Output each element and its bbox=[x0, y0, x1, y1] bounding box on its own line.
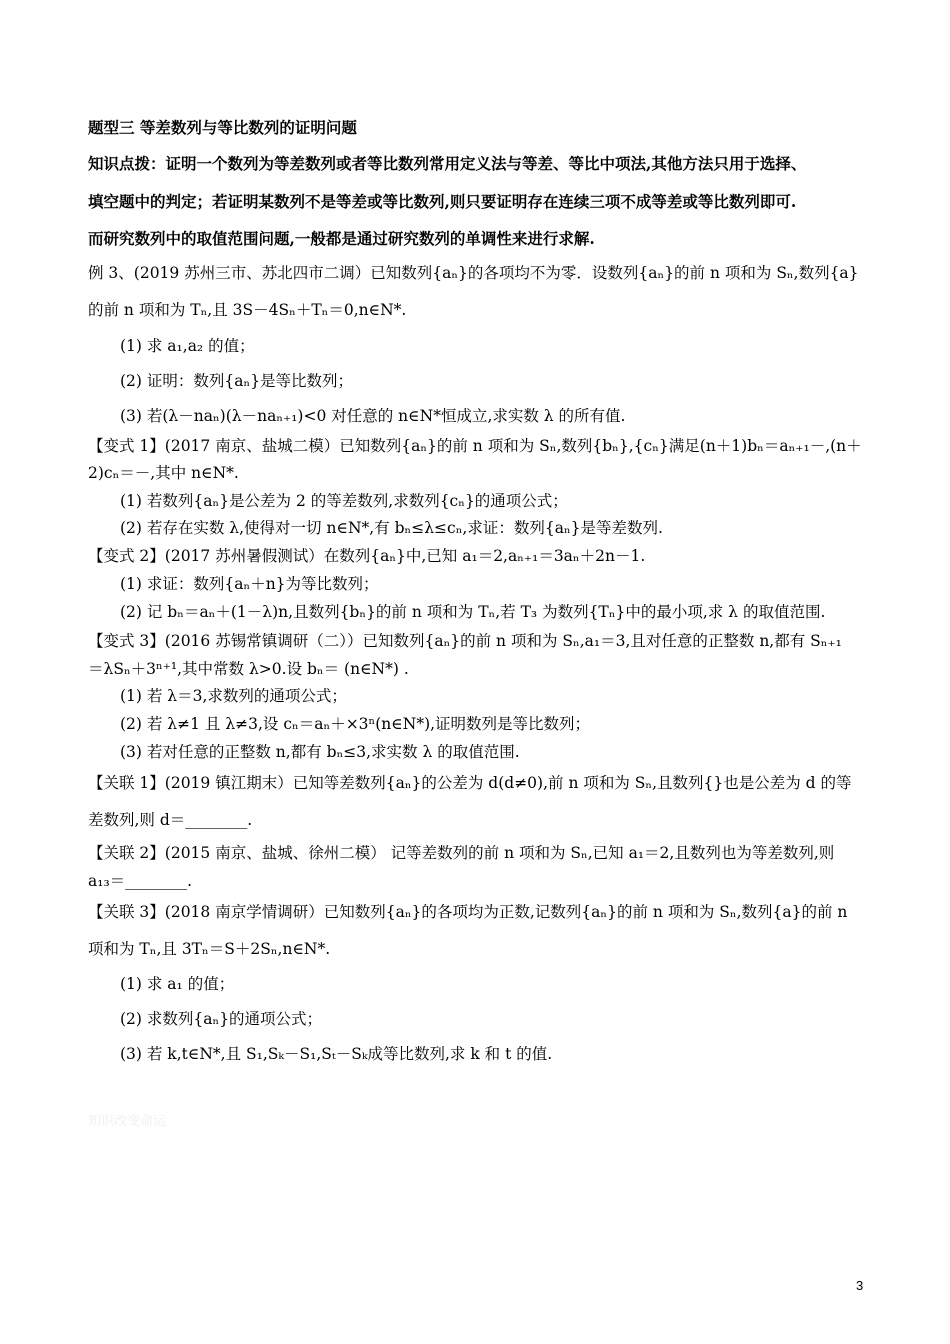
tip-line: 而研究数列中的取值范围问题,一般都是通过研究数列的单调性来进行求解. bbox=[88, 229, 595, 248]
question-item: (1) 若数列{aₙ}是公差为 2 的等差数列,求数列{cₙ}的通项公式； bbox=[120, 492, 568, 510]
example-line: 例 3、(2019 苏州三市、苏北四市二调）已知数列{aₙ}的各项均不为零．设数列{aₙ}的前 n 项和为 Sₙ,数列{a} bbox=[88, 264, 859, 282]
question-item: (1) 求证：数列{aₙ＋n}为等比数列； bbox=[120, 575, 379, 593]
question-item: (1) 求 a₁ 的值； bbox=[120, 975, 235, 993]
question-item: (2) 若 λ≠1 且 λ≠3,设 cₙ＝aₙ＋×3ⁿ(n∈N*),证明数列是等比数列； bbox=[120, 715, 591, 733]
section-title: 题型三 等差数列与等比数列的证明问题 bbox=[88, 118, 357, 137]
question-item: (1) 若 λ＝3,求数列的通项公式； bbox=[120, 687, 347, 705]
related-line: a₁₃＝________. bbox=[88, 872, 193, 890]
question-item: (2) 证明：数列{aₙ}是等比数列； bbox=[120, 372, 354, 390]
related-line: 【关联 3】(2018 南京学情调研）已知数列{aₙ}的各项均为正数,记数列{aₙ}的前 n 项和为 Sₙ,数列{a}的前 n bbox=[88, 903, 848, 921]
watermark: 知识改变命运 bbox=[88, 1114, 167, 1129]
question-item: (3) 若(λ－naₙ)(λ－naₙ₊₁)<0 对任意的 n∈N*恒成立,求实数 λ 的所有值. bbox=[120, 407, 626, 425]
variant-line: ＝λSₙ＋3ⁿ⁺¹,其中常数 λ>0.设 bₙ＝ (n∈N*) . bbox=[88, 660, 409, 678]
variant-line: 【变式 2】(2017 苏州暑假测试）在数列{aₙ}中,已知 a₁＝2,aₙ₊₁＝3aₙ＋2n－1. bbox=[88, 547, 646, 565]
question-item: (2) 求数列{aₙ}的通项公式； bbox=[120, 1010, 323, 1028]
question-item: (1) 求 a₁,a₂ 的值； bbox=[120, 337, 255, 355]
tip-line: 填空题中的判定；若证明某数列不是等差或等比数列,则只要证明存在连续三项不成等差或等比数列即可. bbox=[88, 192, 797, 211]
related-line: 差数列,则 d＝________. bbox=[88, 811, 253, 829]
question-item: (3) 若对任意的正整数 n,都有 bₙ≤3,求实数 λ 的取值范围. bbox=[120, 743, 520, 761]
related-line: 【关联 2】(2015 南京、盐城、徐州二模） 记等差数列的前 n 项和为 Sₙ,已知 a₁＝2,且数列也为等差数列,则 bbox=[88, 844, 835, 862]
variant-line: 【变式 1】(2017 南京、盐城二模）已知数列{aₙ}的前 n 项和为 Sₙ,数列{bₙ},{cₙ}满足(n＋1)bₙ＝aₙ₊₁－,(n＋ bbox=[88, 437, 862, 455]
variant-line: 2)cₙ＝－,其中 n∈N*. bbox=[88, 464, 239, 482]
question-item: (2) 若存在实数 λ,使得对一切 n∈N*,有 bₙ≤λ≤cₙ,求证：数列{aₙ}是等差数列. bbox=[120, 519, 663, 537]
related-line: 项和为 Tₙ,且 3Tₙ＝S＋2Sₙ,n∈N*. bbox=[88, 940, 331, 958]
example-line: 的前 n 项和为 Tₙ,且 3S－4Sₙ＋Tₙ＝0,n∈N*. bbox=[88, 301, 407, 319]
variant-line: 【变式 3】(2016 苏锡常镇调研（二））已知数列{aₙ}的前 n 项和为 Sₙ,a₁＝3,且对任意的正整数 n,都有 Sₙ₊₁ bbox=[88, 632, 842, 650]
question-item: (3) 若 k,t∈N*,且 S₁,Sₖ－S₁,Sₜ－Sₖ成等比数列,求 k 和 t 的值. bbox=[120, 1045, 553, 1063]
question-item: (2) 记 bₙ＝aₙ＋(1－λ)n,且数列{bₙ}的前 n 项和为 Tₙ,若 T₃ 为数列{Tₙ}中的最小项,求 λ 的取值范围. bbox=[120, 603, 826, 621]
tip-line: 知识点拨：证明一个数列为等差数列或者等比数列常用定义法与等差、等比中项法,其他方法只用于选择、 bbox=[88, 154, 807, 173]
related-line: 【关联 1】(2019 镇江期末）已知等差数列{aₙ}的公差为 d(d≠0),前 n 项和为 Sₙ,且数列{}也是公差为 d 的等 bbox=[88, 774, 852, 792]
page-number: 3 bbox=[856, 1278, 864, 1293]
